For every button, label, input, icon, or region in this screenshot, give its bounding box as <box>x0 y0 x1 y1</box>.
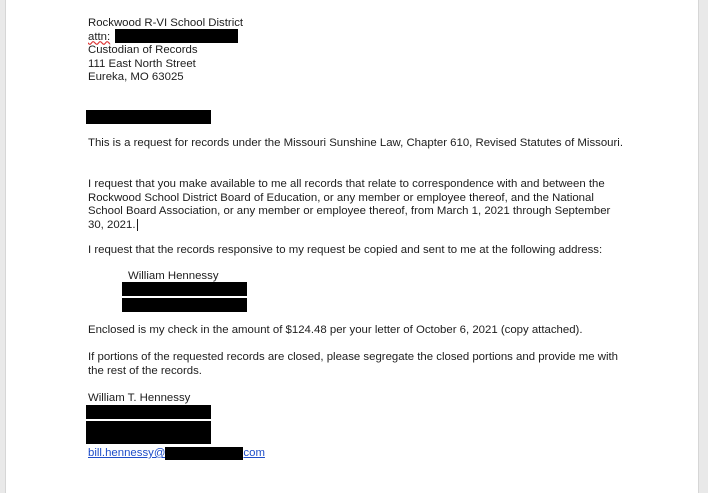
signature-name: William T. Hennessy <box>88 392 191 404</box>
redacted-email-domain <box>165 447 243 460</box>
redacted-mailing-city <box>122 298 247 312</box>
redacted-signature-line2 <box>86 421 211 444</box>
recipient-name: Rockwood R-VI School District <box>88 17 244 29</box>
text-cursor <box>137 219 138 231</box>
attn-label: attn: <box>88 30 111 43</box>
recipient-title: Custodian of Records <box>88 44 198 56</box>
email-prefix[interactable]: bill.hennessy@ <box>88 447 166 459</box>
paragraph-copy-request: I request that the records responsive to my request be copied and sent to me at the following address: <box>88 244 603 256</box>
email-suffix[interactable]: com <box>243 447 265 459</box>
redacted-signature-line1 <box>86 405 211 419</box>
redacted-date <box>86 110 211 124</box>
mailing-name: William Hennessy <box>128 270 219 282</box>
recipient-street: 111 East North Street <box>88 57 196 70</box>
redacted-attn-name <box>115 29 238 43</box>
redacted-mailing-street <box>122 282 247 296</box>
paragraph-intro: This is a request for records under the Missouri Sunshine Law, Chapter 610, Revised Statutes of Missouri. <box>88 137 623 149</box>
recipient-city: Eureka, MO 63025 <box>88 71 184 83</box>
paragraph-request: I request that you make available to me all records that relate to correspondence with and between the Rockwood School District Board of Education, or any member or employee thereof, and the National School Board Association, or any member or employee thereof, from March 1, 2021 through September 30, 2021. <box>88 178 611 231</box>
paragraph-closed-records: If portions of the requested records are closed, please segregate the closed portions and provide me with the rest of the records. <box>88 351 618 377</box>
document-page <box>5 0 699 493</box>
paragraph-payment: Enclosed is my check in the amount of $124.48 per your letter of October 6, 2021 (copy attached). <box>88 324 583 336</box>
